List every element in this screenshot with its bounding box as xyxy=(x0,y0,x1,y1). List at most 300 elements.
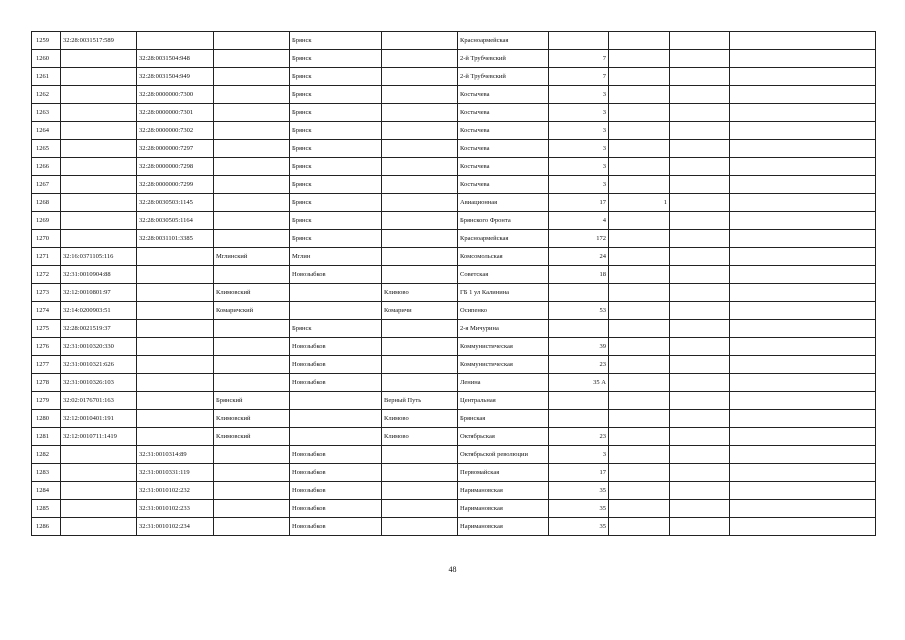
table-cell xyxy=(382,464,458,482)
table-row xyxy=(32,86,876,104)
table-row xyxy=(32,392,876,410)
table-cell xyxy=(61,464,137,482)
table-cell xyxy=(137,266,214,284)
table-cell-empty xyxy=(730,302,876,320)
table-cell xyxy=(670,32,730,50)
table-cell xyxy=(609,410,670,428)
table-cell xyxy=(670,446,730,464)
table-cell: 17 xyxy=(549,194,609,212)
table-cell-empty xyxy=(730,176,876,194)
table-cell: Брянск xyxy=(290,140,382,158)
table-row xyxy=(32,50,876,68)
table-cell: 32:28:0031504:949 xyxy=(137,68,214,86)
table-cell xyxy=(137,392,214,410)
table-row xyxy=(32,104,876,122)
table-cell: 35 xyxy=(549,518,609,536)
table-cell xyxy=(214,176,290,194)
table-cell: 32:28:0031517:589 xyxy=(61,32,137,50)
table-cell xyxy=(214,356,290,374)
table-cell: Новозыбков xyxy=(290,356,382,374)
table-cell: 1284 xyxy=(32,482,61,500)
table-row xyxy=(32,122,876,140)
table-cell: 2-я Мичурина xyxy=(458,320,549,338)
table-cell xyxy=(670,302,730,320)
table-cell: 3 xyxy=(549,158,609,176)
table-cell: 172 xyxy=(549,230,609,248)
table-cell xyxy=(137,338,214,356)
table-cell: Климово xyxy=(382,284,458,302)
data-table xyxy=(31,31,876,536)
table-cell: 32:28:0000000:7298 xyxy=(137,158,214,176)
table-cell xyxy=(609,140,670,158)
table-cell xyxy=(382,518,458,536)
table-cell: 1264 xyxy=(32,122,61,140)
table-cell: Брянск xyxy=(290,104,382,122)
table-cell: Октябрьская xyxy=(458,428,549,446)
table-cell xyxy=(137,284,214,302)
table-cell xyxy=(382,320,458,338)
table-cell xyxy=(137,356,214,374)
table-cell-empty xyxy=(730,194,876,212)
table-cell: Брянский xyxy=(214,392,290,410)
table-cell-empty xyxy=(730,446,876,464)
table-cell: 39 xyxy=(549,338,609,356)
table-cell: Советская xyxy=(458,266,549,284)
table-cell: Коммунистическая xyxy=(458,338,549,356)
table-cell: 32:31:0010904:88 xyxy=(61,266,137,284)
table-cell: Брянск xyxy=(290,212,382,230)
table-cell: Новозыбков xyxy=(290,374,382,392)
table-cell: Климовский xyxy=(214,410,290,428)
table-cell: 3 xyxy=(549,122,609,140)
table-cell: 32:28:0000000:7301 xyxy=(137,104,214,122)
table-cell xyxy=(214,194,290,212)
table-cell xyxy=(382,158,458,176)
table-cell xyxy=(137,428,214,446)
table-cell: 4 xyxy=(549,212,609,230)
table-cell-empty xyxy=(730,518,876,536)
table-cell: Костычева xyxy=(458,140,549,158)
table-cell: 32:16:0371105:116 xyxy=(61,248,137,266)
table-cell xyxy=(61,50,137,68)
table-row xyxy=(32,266,876,284)
table-cell xyxy=(670,392,730,410)
table-cell: Комаричский xyxy=(214,302,290,320)
table-row xyxy=(32,32,876,50)
table-cell xyxy=(609,500,670,518)
table-cell: Красноармейская xyxy=(458,230,549,248)
table-cell xyxy=(61,104,137,122)
table-cell: 1271 xyxy=(32,248,61,266)
table-cell: 1262 xyxy=(32,86,61,104)
table-cell: Новозыбков xyxy=(290,338,382,356)
table-cell xyxy=(670,356,730,374)
table-cell-empty xyxy=(730,68,876,86)
table-cell: 32:28:0000000:7302 xyxy=(137,122,214,140)
table-cell: 32:31:0010314:89 xyxy=(137,446,214,464)
table-cell xyxy=(670,140,730,158)
table-cell xyxy=(670,212,730,230)
table-cell xyxy=(382,32,458,50)
table-cell: Костычева xyxy=(458,176,549,194)
table-cell: 3 xyxy=(549,140,609,158)
table-cell xyxy=(61,212,137,230)
table-row xyxy=(32,446,876,464)
table-cell xyxy=(609,230,670,248)
table-cell xyxy=(670,338,730,356)
table-cell: 3 xyxy=(549,86,609,104)
table-cell: 32:31:0010102:233 xyxy=(137,500,214,518)
table-cell xyxy=(137,374,214,392)
table-cell xyxy=(290,284,382,302)
table-cell xyxy=(670,284,730,302)
table-cell xyxy=(609,68,670,86)
table-cell xyxy=(61,176,137,194)
table-cell: Наримановская xyxy=(458,482,549,500)
table-cell: Костычева xyxy=(458,158,549,176)
table-cell xyxy=(670,410,730,428)
table-cell xyxy=(670,230,730,248)
table-cell xyxy=(214,230,290,248)
table-cell: Брянск xyxy=(290,230,382,248)
table-cell xyxy=(214,212,290,230)
table-cell xyxy=(670,68,730,86)
table-cell: 32:31:0010102:234 xyxy=(137,518,214,536)
table-cell xyxy=(61,140,137,158)
table-cell xyxy=(670,50,730,68)
table-cell: 1260 xyxy=(32,50,61,68)
table-cell xyxy=(214,482,290,500)
table-cell: 1 xyxy=(609,194,670,212)
table-cell xyxy=(137,32,214,50)
table-row xyxy=(32,518,876,536)
table-cell: 1261 xyxy=(32,68,61,86)
table-cell xyxy=(670,482,730,500)
table-cell: Брянск xyxy=(290,158,382,176)
table-cell: 32:28:0021519:37 xyxy=(61,320,137,338)
table-row xyxy=(32,176,876,194)
table-cell xyxy=(290,302,382,320)
table-cell: Октябрьской революции xyxy=(458,446,549,464)
table-cell-empty xyxy=(730,122,876,140)
table-cell xyxy=(609,482,670,500)
table-cell xyxy=(214,122,290,140)
table-cell xyxy=(382,212,458,230)
table-cell xyxy=(382,194,458,212)
table-cell: 1268 xyxy=(32,194,61,212)
table-cell: 1280 xyxy=(32,410,61,428)
table-row xyxy=(32,140,876,158)
table-cell: 1259 xyxy=(32,32,61,50)
table-cell: 2-й Трубчевский xyxy=(458,50,549,68)
table-cell xyxy=(549,284,609,302)
table-cell xyxy=(137,248,214,266)
table-cell-empty xyxy=(730,500,876,518)
table-row xyxy=(32,320,876,338)
table-cell: 1270 xyxy=(32,230,61,248)
table-cell xyxy=(549,32,609,50)
table-cell: Брянск xyxy=(290,86,382,104)
table-cell xyxy=(670,176,730,194)
table-cell: 32:28:0030503:1145 xyxy=(137,194,214,212)
table-cell xyxy=(670,122,730,140)
table-cell: 32:12:0010401:191 xyxy=(61,410,137,428)
table-cell xyxy=(137,410,214,428)
table-cell xyxy=(61,446,137,464)
table-cell xyxy=(61,158,137,176)
table-cell xyxy=(214,32,290,50)
page-number: 48 xyxy=(448,565,457,574)
table-cell xyxy=(214,158,290,176)
table-cell: Брянск xyxy=(290,320,382,338)
table-cell xyxy=(609,302,670,320)
table-cell xyxy=(549,320,609,338)
table-cell xyxy=(382,176,458,194)
table-cell: 1275 xyxy=(32,320,61,338)
table-cell-empty xyxy=(730,212,876,230)
table-row xyxy=(32,482,876,500)
table-cell: Первомайская xyxy=(458,464,549,482)
table-cell: Брянск xyxy=(290,68,382,86)
table-cell: 3 xyxy=(549,446,609,464)
table-cell xyxy=(670,248,730,266)
table-cell xyxy=(137,302,214,320)
table-cell: Мглин xyxy=(290,248,382,266)
table-cell: 1263 xyxy=(32,104,61,122)
table-cell: 35 А xyxy=(549,374,609,392)
table-cell xyxy=(670,518,730,536)
table-cell: Брянск xyxy=(290,32,382,50)
table-cell: Климово xyxy=(382,428,458,446)
table-cell: 32:28:0000000:7300 xyxy=(137,86,214,104)
table-cell-empty xyxy=(730,428,876,446)
table-cell xyxy=(214,446,290,464)
table-cell: Авиационная xyxy=(458,194,549,212)
table-cell: 1266 xyxy=(32,158,61,176)
table-cell-empty xyxy=(730,338,876,356)
table-cell xyxy=(670,464,730,482)
table-cell-empty xyxy=(730,266,876,284)
table-cell xyxy=(214,500,290,518)
table-cell xyxy=(382,86,458,104)
table-cell xyxy=(214,374,290,392)
table-cell xyxy=(382,482,458,500)
table-cell xyxy=(137,320,214,338)
table-cell: 1281 xyxy=(32,428,61,446)
table-cell xyxy=(609,284,670,302)
table-cell xyxy=(61,194,137,212)
table-cell: 32:14:0200903:51 xyxy=(61,302,137,320)
table-cell: Костычева xyxy=(458,104,549,122)
table-cell: Новозыбков xyxy=(290,518,382,536)
table-cell xyxy=(609,320,670,338)
table-cell xyxy=(61,86,137,104)
table-cell-empty xyxy=(730,320,876,338)
table-cell: Новозыбков xyxy=(290,464,382,482)
table-cell: 1277 xyxy=(32,356,61,374)
table-cell: 7 xyxy=(549,68,609,86)
table-cell xyxy=(214,140,290,158)
table-cell xyxy=(382,374,458,392)
table-cell: 17 xyxy=(549,464,609,482)
table-cell xyxy=(382,266,458,284)
table-cell xyxy=(61,230,137,248)
table-cell xyxy=(382,140,458,158)
table-cell xyxy=(609,518,670,536)
table-cell xyxy=(670,320,730,338)
table-row xyxy=(32,248,876,266)
table-cell xyxy=(670,266,730,284)
table-cell: Брянск xyxy=(290,194,382,212)
table-cell: Новозыбков xyxy=(290,500,382,518)
table-cell: Костычева xyxy=(458,86,549,104)
table-cell xyxy=(670,158,730,176)
table-cell xyxy=(609,428,670,446)
table-cell: 1272 xyxy=(32,266,61,284)
table-cell: 1276 xyxy=(32,338,61,356)
table-cell: Климово xyxy=(382,410,458,428)
table-cell xyxy=(214,50,290,68)
table-cell: Осипенко xyxy=(458,302,549,320)
table-row xyxy=(32,68,876,86)
table-cell xyxy=(214,86,290,104)
table-cell xyxy=(382,356,458,374)
table-cell-empty xyxy=(730,140,876,158)
table-cell: Новозыбков xyxy=(290,266,382,284)
table-body xyxy=(32,32,876,536)
table-cell: 1274 xyxy=(32,302,61,320)
table-cell: Брянская xyxy=(458,410,549,428)
table-cell xyxy=(670,104,730,122)
table-cell: 32:28:0031101:3385 xyxy=(137,230,214,248)
table-cell xyxy=(382,68,458,86)
table-cell xyxy=(609,122,670,140)
table-cell xyxy=(214,320,290,338)
table-cell-empty xyxy=(730,50,876,68)
table-cell: 18 xyxy=(549,266,609,284)
table-cell xyxy=(382,50,458,68)
table-cell xyxy=(609,32,670,50)
table-cell: Мглинский xyxy=(214,248,290,266)
table-cell: 32:12:0010711:1419 xyxy=(61,428,137,446)
table-cell xyxy=(609,86,670,104)
table-cell: 32:31:0010102:232 xyxy=(137,482,214,500)
table-cell: 1278 xyxy=(32,374,61,392)
table-cell xyxy=(670,374,730,392)
table-cell: 1282 xyxy=(32,446,61,464)
table-cell: 32:28:0000000:7297 xyxy=(137,140,214,158)
table-row xyxy=(32,194,876,212)
table-cell: Наримановская xyxy=(458,500,549,518)
table-cell xyxy=(609,212,670,230)
table-cell xyxy=(549,392,609,410)
table-cell: ГБ 1 ул Калинина xyxy=(458,284,549,302)
table-cell: Наримановская xyxy=(458,518,549,536)
table-cell xyxy=(670,428,730,446)
table-cell: Ленина xyxy=(458,374,549,392)
table-cell xyxy=(609,356,670,374)
table-row xyxy=(32,302,876,320)
table-cell xyxy=(290,428,382,446)
table-cell: 35 xyxy=(549,482,609,500)
table-cell: 23 xyxy=(549,428,609,446)
table-cell xyxy=(382,230,458,248)
table-cell: Климовский xyxy=(214,284,290,302)
table-cell: 32:02:0176701:163 xyxy=(61,392,137,410)
table-cell: Красноармейская xyxy=(458,32,549,50)
table-cell xyxy=(609,464,670,482)
table-cell: Климовский xyxy=(214,428,290,446)
table-cell: Коммунистическая xyxy=(458,356,549,374)
table-cell xyxy=(609,266,670,284)
table-row xyxy=(32,428,876,446)
table-cell: Новозыбков xyxy=(290,446,382,464)
table-cell-empty xyxy=(730,158,876,176)
table-cell: 32:28:0000000:7299 xyxy=(137,176,214,194)
table-cell xyxy=(61,518,137,536)
table-cell-empty xyxy=(730,356,876,374)
table-cell: Брянск xyxy=(290,50,382,68)
table-cell: Комсомольская xyxy=(458,248,549,266)
table-row xyxy=(32,464,876,482)
table-cell-empty xyxy=(730,410,876,428)
table-cell-empty xyxy=(730,86,876,104)
table-cell: Центральная xyxy=(458,392,549,410)
table-cell: 32:28:0031504:948 xyxy=(137,50,214,68)
table-cell xyxy=(382,338,458,356)
table-cell-empty xyxy=(730,248,876,266)
table-cell xyxy=(609,446,670,464)
table-cell: 2-й Трубчевский xyxy=(458,68,549,86)
table-cell xyxy=(549,410,609,428)
table-cell xyxy=(609,176,670,194)
table-row xyxy=(32,212,876,230)
table-cell-empty xyxy=(730,482,876,500)
table-cell xyxy=(670,500,730,518)
table-cell: 1279 xyxy=(32,392,61,410)
table-cell-empty xyxy=(730,464,876,482)
table-cell: 32:12:0010801:97 xyxy=(61,284,137,302)
table-cell: 1273 xyxy=(32,284,61,302)
table-cell xyxy=(214,338,290,356)
table-row xyxy=(32,338,876,356)
table-cell xyxy=(61,500,137,518)
table-cell: 1286 xyxy=(32,518,61,536)
table-cell: 3 xyxy=(549,176,609,194)
table-cell: 32:31:0010321:626 xyxy=(61,356,137,374)
table-cell: Комаричи xyxy=(382,302,458,320)
table-cell: 32:28:0030505:1164 xyxy=(137,212,214,230)
table-cell xyxy=(609,248,670,266)
table-cell xyxy=(290,410,382,428)
table-cell xyxy=(382,500,458,518)
table-cell-empty xyxy=(730,32,876,50)
table-cell: Верный Путь xyxy=(382,392,458,410)
table-cell xyxy=(609,374,670,392)
table-cell-empty xyxy=(730,284,876,302)
table-cell xyxy=(214,68,290,86)
table-cell xyxy=(290,392,382,410)
table-cell xyxy=(382,248,458,266)
table-cell xyxy=(609,338,670,356)
table-cell: 1269 xyxy=(32,212,61,230)
table-cell: 3 xyxy=(549,104,609,122)
table-cell xyxy=(609,50,670,68)
table-cell-empty xyxy=(730,230,876,248)
table-cell xyxy=(61,68,137,86)
table-row xyxy=(32,230,876,248)
table-cell xyxy=(670,194,730,212)
